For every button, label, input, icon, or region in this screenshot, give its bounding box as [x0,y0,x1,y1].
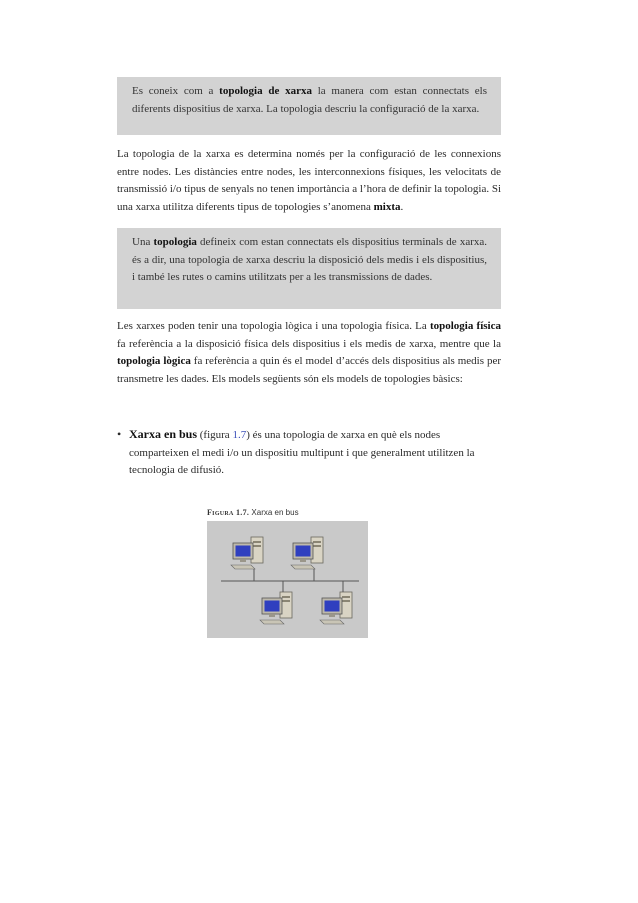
figure-label: Figura 1.7. [207,508,250,517]
text: (figura [197,429,233,441]
figure-caption [207,508,299,517]
bold-term: topologia de xarxa [219,85,312,97]
figure-reference-link[interactable]: 1.7 [232,429,247,441]
list-item-text [129,426,489,480]
paragraph-topology-config [117,146,501,216]
text: fa referència a la disposició física dels dispositius i els medis de xarxa, mentre que la [117,337,501,350]
computer-icon [291,537,323,569]
text: Una [132,236,154,248]
bold-term: mixta [373,200,401,213]
text: ) és una topologia de xarxa en què els nodes comparteixen el medi i/o un dispositiu multipunt i que generalment utilitzen la tecnologia de difusió. [129,429,475,476]
computer-icon [320,592,352,624]
text: . [400,200,404,213]
figure-title: Xarxa en bus [249,508,299,517]
bullet-marker: • [117,427,122,441]
paragraph-logical-physical [117,318,501,388]
bold-term: topologia [153,236,197,248]
text: la manera com estan connectats els diferents dispositius de xarxa. La topologia descriu la configuració de la xarxa. [132,85,487,115]
list-item-title: Xarxa en bus [129,427,198,441]
text: defineix com estan connectats els dispositius terminals de xarxa. és a dir, una topologia de xarxa descriu la disposició dels medis i els dispositius, i també les rutes o camins utilitzats per a les transmissions de dades. [132,236,487,283]
list-item-bus [117,426,501,480]
computer-icon [231,537,263,569]
bus-diagram [207,521,368,638]
text: Es coneix com a [132,85,220,97]
text: La topologia de la xarxa es determina només per la configuració de les connexions entre nodes. Les distàncies entre nodes, les interconnexions físiques, les velocitats de transmissió i/o tipus de senyals no tenen importància a l’hora de definir la topologia. Si una xarxa utilitza diferents tipus de topologies s’anomena [117,148,502,213]
text: fa referència a quin és el model d’accés dels dispositius als medis per transmetre les dades. Els models següents són els models de topologies bàsics: [117,355,501,385]
bold-term: topologia física [429,320,501,332]
bold-term: topologia lògica [117,355,191,367]
computer-icon [260,592,292,624]
text: Les xarxes poden tenir una topologia lògica i una topologia física. La [117,320,430,332]
definition-box-topology-2 [117,228,501,309]
bus-topology-figure [207,521,368,638]
definition-box-topology [117,77,501,135]
